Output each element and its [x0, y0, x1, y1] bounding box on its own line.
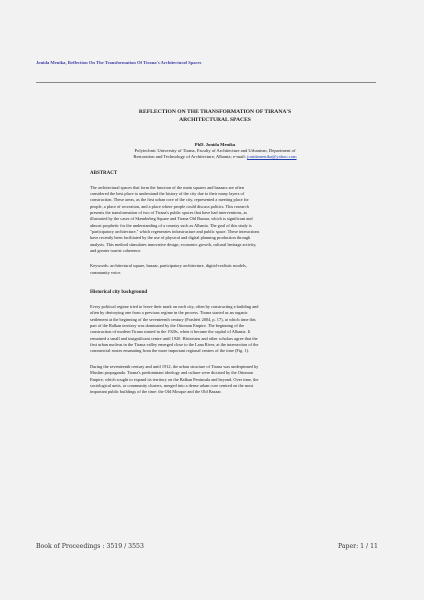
article-body [90, 108, 340, 396]
author-affiliation-1: Polytechnic University of Tirana, Faculty of Architecture and Urbanism, Department of [134, 148, 296, 154]
abstract-line: considered the best place to understand the history of the city due to their many layers of [90, 190, 245, 196]
abstract-line: presents the transformation of two of Tirana's public spaces that have had interventions, as [90, 209, 248, 215]
title-line-1: REFLECTION ON THE TRANSFORMATION OF TIRANA'S [138, 109, 292, 115]
body-line: often by destroying one from a previous regime in the process. Tirana started as an organic [90, 310, 248, 316]
keywords-paragraph [90, 263, 340, 276]
body-line: Muslim propaganda. Tirana's predominant ideology and culture were dictated by the Ottoman [90, 370, 253, 376]
author-block [90, 142, 340, 161]
abstract-line: construction. These areas, as the first urban core of the city, represented a meeting place for [90, 197, 249, 203]
body-line: During the seventeenth century and until 1912, the urban structure of Tirana was underpinned by [90, 363, 259, 369]
body-line: commercial routes emanating from the more important regional centres of the time (Fig. 1). [90, 348, 250, 354]
abstract-line: analysis. This method stimulates innovative design, economic growth, cultural heritage activity, [90, 241, 257, 247]
header-divider [36, 82, 376, 83]
section-heading: Historical city background [90, 290, 148, 296]
keywords-line: Keywords: architectural square, bazaar, participatory architecture, digital-realistic models, [90, 263, 247, 269]
author-affiliation-2-text: Restoration and Technology of Architecture, Albania; e-mail: [133, 154, 248, 160]
body-paragraph-2 [90, 364, 340, 396]
body-line: important public buildings of the time: the Old Mosque and the Old Bazaar. [90, 389, 222, 395]
abstract-heading: ABSTRACT [90, 170, 118, 176]
paper-title [90, 108, 340, 124]
abstract-paragraph [90, 185, 340, 255]
author-email-link[interactable]: jonidamenika@yahoo.com [247, 154, 297, 160]
body-line: Every political regime tried to leave their mark on each city, often by constructing a building and [90, 304, 259, 310]
running-header: Jonida Menika, Reflection On The Transformation Of Tirana's Architectural Spaces [36, 60, 202, 65]
abstract-line: people, a place of recreation, and a place where people could discuss politics. This research [90, 203, 249, 209]
abstract-line: have recently been facilitated by the use of physical and digital planning production through [90, 235, 251, 241]
abstract-line: and greater tourist coherence. [90, 248, 142, 254]
body-paragraph-1 [90, 304, 340, 355]
body-line: settlement at the beginning of the seventeenth century (Frashëri 2004, p. 17), at which time this [90, 316, 256, 322]
footer-book-label: Book of Proceedings : 3519 / 3553 [36, 543, 144, 550]
author-name: PhD. Jonida Menika [194, 142, 236, 147]
footer-page-label: Paper: 1 / 11 [337, 543, 378, 550]
body-line: part of the Balkan territory was dominated by the Ottoman Empire. The beginning of the [90, 323, 245, 329]
body-line: first urban nucleus in the Tirana valley emerged close to the Lana River, at the intersection of the [90, 342, 259, 348]
keywords-line: community voice. [90, 269, 122, 275]
body-line: construction of modern Tirana started in the 1920s, when it became the capital of Albania. It [90, 329, 251, 335]
body-line: sociological units, or community clusters, merged into a dense urban core centred on the most [90, 382, 254, 388]
author-affiliation-2 [90, 154, 340, 160]
abstract-line: almost prophetic for the understanding of a country such as Albania. The goal of this study is [90, 222, 252, 228]
body-line: remained a small and insignificant centre until 1920. Historians and other scholars agree that the [90, 335, 258, 341]
abstract-line: The architectural spaces that form the function of the main squares and bazaars are often [90, 184, 244, 190]
body-line: Empire, which sought to expand its territory on the Balkan Peninsula and beyond. Over time, the [90, 376, 259, 382]
abstract-line: illustrated by the cases of Skenderbeg Square and Tirana Old Bazaar, which is significant and [90, 216, 253, 222]
abstract-line: "participatory architecture," which regenerates infrastructure and public space. These interactions [90, 229, 260, 235]
title-line-2: ARCHITECTURAL SPACES [179, 117, 251, 123]
